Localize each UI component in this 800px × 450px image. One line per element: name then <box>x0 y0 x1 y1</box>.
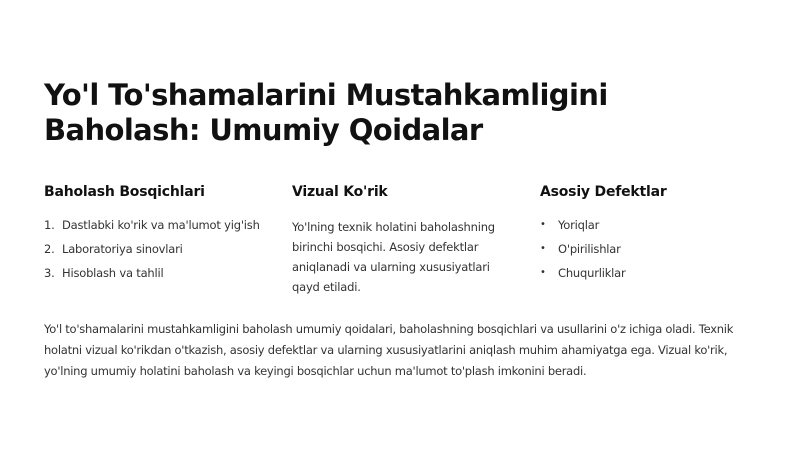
column-heading-steps: Baholash Bosqichlari <box>44 184 205 200</box>
list-item <box>44 265 264 281</box>
list-item-text: Yoriqlar <box>558 218 600 232</box>
list-item-text: O'pirilishlar <box>558 242 621 256</box>
bullet-icon: • <box>540 243 546 254</box>
list-item <box>540 217 760 233</box>
page-title: Yo'l To'shamalarini Mustahkamligini Baholash: Umumiy Qoidalar <box>44 78 608 147</box>
list-item <box>44 217 264 233</box>
summary-paragraph: Yo'l to'shamalarini mustahkamligini baholash umumiy qoidalari, baholashning bosqichlari va usullarini o'z ichiga oladi. Texnik holatni vizual ko'rikdan o'tkazish, asosiy defektlar va ularning xususiyatlarini aniqlash muhim ahamiyatga ega. Vizual ko'rik, yo'lning umumiy holatini baholash va keyingi bosqichlar uchun ma'lumot to'plash imkonini beradi. <box>44 322 734 378</box>
column-main-defects <box>540 182 760 289</box>
defects-list <box>540 217 760 281</box>
list-item-number: 2. <box>44 242 55 256</box>
list-item <box>540 265 760 281</box>
list-item <box>540 241 760 257</box>
bullet-icon: • <box>540 219 546 230</box>
column-heading-defects: Asosiy Defektlar <box>540 184 667 200</box>
visual-description: Yo'lning texnik holatini baholashning birinchi bosqichi. Asosiy defektlar aniqlanadi va ularning xususiyatlari qayd etiladi. <box>292 220 495 294</box>
steps-list <box>44 217 264 281</box>
column-assessment-steps <box>44 182 264 289</box>
list-item-number: 3. <box>44 266 55 280</box>
list-item-text: Dastlabki ko'rik va ma'lumot yig'ish <box>62 218 260 232</box>
list-item-text: Hisoblash va tahlil <box>62 266 164 280</box>
list-item-text: Laboratoriya sinovlari <box>62 242 183 256</box>
list-item-text: Chuqurliklar <box>558 266 626 280</box>
column-heading-visual: Vizual Ko'rik <box>292 184 388 200</box>
column-visual-inspection <box>292 182 512 297</box>
list-item <box>44 241 264 257</box>
list-item-number: 1. <box>44 218 55 232</box>
bullet-icon: • <box>540 267 546 278</box>
